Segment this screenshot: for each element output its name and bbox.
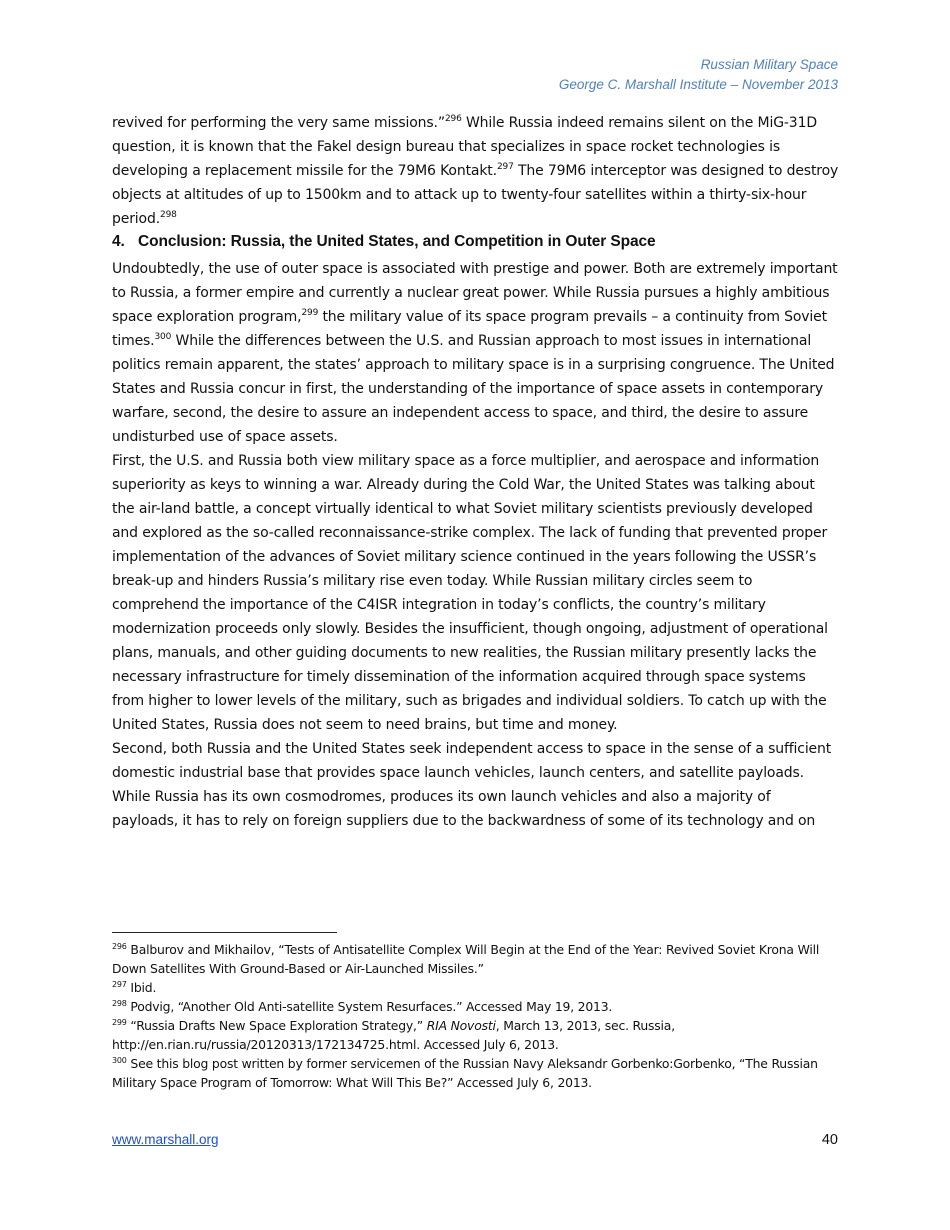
footnote-299-text-b: , March 13, 2013, sec. Russia,	[495, 1018, 675, 1033]
footnote-298-text: Podvig, “Another Old Anti-satellite System Resurfaces.” Accessed May 19, 2013.	[126, 999, 613, 1014]
footnote-separator	[112, 932, 337, 933]
footnote-ref-299[interactable]: 299	[301, 308, 319, 318]
footnotes	[112, 940, 839, 1092]
footnote-300-text: See this blog post written by former servicemen of the Russian Navy Aleksandr Gorbenko:Gorbenko, “The Russian Military Space Program of Tomorrow: What Will This Be?” Accessed July 6, 2013.	[112, 1056, 818, 1090]
paragraph-1-text-c: The 79M6 interceptor was designed to destroy objects at altitudes of up to 1500km and to attack up to twenty-four satellites within a thirty-six-hour period.	[112, 163, 839, 227]
footnote-297	[112, 978, 839, 997]
paragraph-1-text-b: While Russia indeed remains silent on the MiG-31D question, it is known that the Fakel design bureau that specializes in space rocket technologies is developing a replacement missile for the 79M6 Kontakt.	[112, 115, 817, 179]
footnote-ref-300[interactable]: 300	[154, 332, 172, 342]
footnote-300	[112, 1054, 839, 1092]
footnote-296-number: 296	[112, 942, 127, 951]
footnote-297-text: Ibid.	[126, 980, 157, 995]
header-title: Russian Military Space	[700, 57, 838, 72]
footnote-ref-298[interactable]: 298	[160, 210, 177, 220]
running-header	[559, 55, 838, 95]
section-heading	[112, 231, 839, 253]
paragraph-2	[112, 257, 839, 449]
footnote-296-text: Balburov and Mikhailov, “Tests of Antisatellite Complex Will Begin at the End of the Year: Revived Soviet Krona Will Down Satellites With Ground-Based or Air-Launched Missiles.”	[112, 942, 820, 976]
section-number: 4.	[112, 233, 125, 250]
section-title: Conclusion: Russia, the United States, and Competition in Outer Space	[138, 233, 656, 250]
footnote-297-number: 297	[112, 980, 127, 989]
footnote-ref-296[interactable]: 296	[444, 114, 462, 124]
footnote-296	[112, 940, 839, 978]
footnote-299-number: 299	[112, 1018, 127, 1027]
paragraph-1	[112, 111, 839, 231]
page-number: 40	[821, 1132, 838, 1148]
footnote-299-text-a: “Russia Drafts New Space Exploration Strategy,”	[126, 1018, 427, 1033]
paragraph-2-text-c: While the differences between the U.S. and Russian approach to most issues in international politics remain apparent, the states’ approach to military space is in a surprising congruence. The United States and Russia concur in first, the understanding of the importance of space assets in contemporary warfare, second, the desire to assure an independent access to space, and third, the desire to assure undisturbed use of space assets.	[112, 333, 835, 445]
header-publisher: George C. Marshall Institute – November 2013	[558, 77, 838, 92]
website-link[interactable]: www.marshall.org	[112, 1132, 219, 1147]
paragraph-3: First, the U.S. and Russia both view military space as a force multiplier, and aerospace and information superiority as keys to winning a war. Already during the Cold War, the United States was talking about the air-land battle, a concept virtually identical to what Soviet military scientists previously developed and explored as the so-called reconnaissance-strike complex. The lack of funding that prevented proper implementation of the advances of Soviet military science continued in the years following the USSR’s break-up and hinders Russia’s military rise even today. While Russian military circles seem to comprehend the importance of the C4ISR integration in today’s conflicts, the country’s military modernization proceeds only slowly. Besides the insufficient, though ongoing, adjustment of operational plans, manuals, and other guiding documents to new realities, the Russian military presently lacks the necessary infrastructure for timely dissemination of the information acquired through space systems from higher to lower levels of the military, such as brigades and individual soldiers. To catch up with the United States, Russia does not seem to need brains, but time and money.	[112, 453, 828, 733]
main-content	[112, 111, 839, 833]
footnote-299-url[interactable]: http://en.rian.ru/russia/20120313/172134725.html. Accessed July 6, 2013.	[112, 1037, 559, 1052]
page-footer	[112, 1132, 838, 1154]
paragraph-2-text-a: Undoubtedly, the use of outer space is associated with prestige and power. Both are extremely important to Russia, a former empire and currently a nuclear great power. While Russia pursues a highly ambitious space exploration program,	[112, 261, 838, 325]
footnote-298-number: 298	[112, 999, 127, 1008]
footnote-300-number: 300	[112, 1056, 127, 1065]
paragraph-4: Second, both Russia and the United States seek independent access to space in the sense of a sufficient domestic industrial base that provides space launch vehicles, launch centers, and satellite payloads. While Russia has its own cosmodromes, produces its own launch vehicles and also a majority of payloads, it has to rely on foreign suppliers due to the backwardness of some of its technology and on	[112, 741, 832, 829]
paragraph-2-text-b: the military value of its space program prevails – a continuity from Soviet times.	[112, 309, 827, 349]
footnote-298	[112, 997, 839, 1016]
paragraph-1-text-a: revived for performing the very same missions.”	[112, 115, 445, 131]
footnote-299	[112, 1016, 839, 1054]
footnote-299-source: RIA Novosti	[426, 1018, 496, 1033]
footnote-ref-297[interactable]: 297	[496, 162, 514, 172]
